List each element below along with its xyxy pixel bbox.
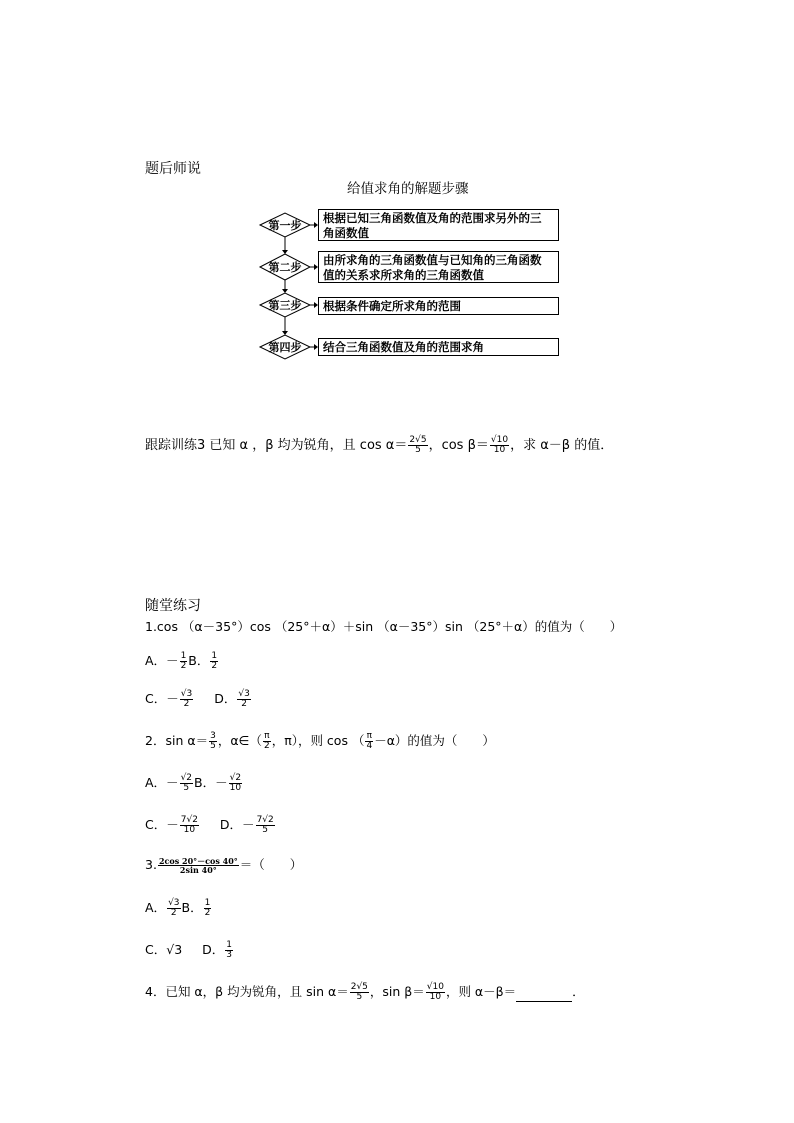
tracking-frac2-den: 10	[490, 445, 509, 455]
q1-option-b-prefix: B．	[188, 653, 210, 668]
step1-label: 第一步	[268, 219, 302, 232]
q1-option-c-num: √3	[180, 689, 193, 699]
q3-option-d-den: 3	[226, 950, 233, 960]
tracking-prefix: 跟踪训练3 已知 α ，β 均为锐角，且 cos α＝	[145, 438, 408, 453]
q2-option-c-prefix: C．－	[145, 817, 179, 832]
q3-option-c-value: √3	[166, 942, 183, 957]
q2-option-b-den: 10	[229, 783, 242, 793]
step3-box	[318, 297, 559, 315]
step2-text-line2: 值的关系求所求角的三角函数值	[323, 268, 484, 282]
step2-text-line1: 由所求角的三角函数值与已知角的三角函数	[323, 253, 542, 267]
q1-option-d-num: √3	[238, 689, 250, 699]
tracking-frac1-den: 5	[408, 445, 427, 455]
q2-option-c-frac	[180, 816, 199, 835]
q1-option-a-num: 1	[180, 651, 187, 661]
q3-option-d-frac	[225, 941, 233, 960]
q4-frac2-num: √10	[426, 982, 444, 992]
q1-option-b-frac	[210, 652, 218, 671]
q2-option-a-prefix: A．－	[145, 775, 179, 790]
q3-option-a-frac	[167, 899, 180, 918]
q1-option-a-prefix: A．－	[145, 653, 179, 668]
q3-den: 2sin 40°	[158, 865, 239, 874]
q3-suffix: ＝（ ）	[239, 857, 303, 872]
tracking-frac-cos-alpha	[408, 436, 427, 455]
q1-option-d-frac	[237, 690, 250, 709]
step4-label: 第四步	[268, 341, 302, 354]
q2-option-b-prefix: B．－	[194, 775, 228, 790]
tracking-frac-cos-beta	[490, 436, 509, 455]
q4-mid: ，sin β＝	[369, 984, 425, 999]
q3-option-a-prefix: A．	[145, 900, 167, 915]
q4-suffix-b: ．	[572, 984, 585, 999]
q2-pi-half-den: 2	[263, 741, 270, 751]
q4-frac-sin-beta	[426, 983, 445, 1002]
step3-text: 根据条件确定所求角的范围	[323, 299, 461, 313]
q2-option-b-num: √2	[229, 773, 242, 783]
q2-option-c-num: 7√2	[180, 815, 198, 825]
q2-option-a-frac	[180, 774, 193, 793]
q3-option-d-prefix: D．	[202, 942, 225, 957]
q2-option-d-num: 7√2	[256, 815, 274, 825]
q3-main-frac	[158, 857, 239, 874]
q2-stem-d: －α）的值为（ ）	[374, 733, 495, 748]
tracking-mid: ，cos β＝	[428, 438, 489, 453]
step2-box	[318, 251, 559, 283]
q2-sin-num: 3	[210, 731, 216, 741]
q3-num: 2cos 20°－cos 40°	[158, 856, 238, 866]
q3-option-b-den: 2	[204, 908, 211, 918]
q3-options-cd	[145, 941, 234, 960]
q1-option-a-frac	[180, 652, 188, 671]
tracking-suffix: ，求 α－β 的值．	[510, 438, 614, 453]
q1-option-d-prefix: D．	[214, 691, 237, 706]
q1-option-b-den: 2	[211, 661, 218, 671]
q4-prefix: 4．已知 α，β 均为锐角，且 sin α＝	[145, 984, 349, 999]
q3-option-c-prefix: C．	[145, 942, 167, 957]
tracking-frac2-num: √10	[490, 435, 509, 445]
q4-frac2-den: 10	[426, 992, 445, 1002]
q2-option-c-den: 10	[180, 825, 199, 835]
q2-option-a-den: 5	[180, 783, 193, 793]
q2-options-ab	[145, 774, 243, 793]
practice-title: 随堂练习	[145, 598, 201, 614]
q4-frac-sin-alpha	[350, 983, 369, 1002]
q2-option-d-den: 5	[256, 825, 275, 835]
q3-option-d-num: 1	[226, 940, 233, 950]
q1-option-c-den: 2	[180, 699, 193, 709]
q2-pi-quarter-frac	[365, 732, 373, 751]
q3-option-a-den: 2	[167, 908, 180, 918]
q1-options-cd	[145, 690, 252, 709]
q1-option-b-num: 1	[211, 651, 218, 661]
q1-options-ab	[145, 652, 219, 671]
step1-text-line2: 角函数值	[323, 226, 369, 240]
q4-answer-blank[interactable]	[516, 989, 572, 1002]
q4-stem	[145, 983, 585, 1002]
q1-option-c-frac	[180, 690, 193, 709]
flowchart-title: 给值求角的解题步骤	[347, 181, 469, 197]
q2-pi-half-frac	[263, 732, 271, 751]
q2-option-b-frac	[229, 774, 242, 793]
step1-text-line1: 根据已知三角函数值及角的范围求另外的三	[323, 211, 542, 225]
tracking-exercise-3	[145, 436, 613, 455]
q3-stem	[145, 857, 302, 874]
q4-frac1-den: 5	[350, 992, 369, 1002]
q2-stem-a: 2．sin α＝	[145, 733, 209, 748]
step3-label: 第三步	[268, 299, 302, 312]
q2-pi-quarter-den: 4	[366, 741, 373, 751]
q2-pi-half-num: π	[264, 731, 270, 741]
tracking-frac1-num: 2√5	[409, 435, 427, 445]
q4-suffix-a: ，则 α－β＝	[445, 984, 517, 999]
q2-option-d-prefix: D．－	[219, 817, 255, 832]
q3-prefix: 3.	[145, 857, 157, 872]
q1-option-c-prefix: C．－	[145, 691, 179, 706]
step4-box	[318, 338, 559, 356]
q2-options-cd	[145, 816, 276, 835]
q2-pi-quarter-num: π	[366, 731, 373, 741]
q2-option-d-frac	[256, 816, 275, 835]
q2-sin-den: 5	[210, 741, 216, 751]
q3-option-a-num: √3	[168, 898, 180, 908]
q3-option-b-prefix: B．	[181, 900, 203, 915]
step2-label: 第二步	[268, 261, 302, 274]
q2-option-a-num: √2	[180, 773, 193, 783]
q3-option-b-frac	[204, 899, 212, 918]
step4-text: 结合三角函数值及角的范围求角	[323, 340, 484, 354]
section-title: 题后师说	[145, 161, 201, 177]
q1-option-d-den: 2	[237, 699, 250, 709]
q2-stem-b: ，α∈（	[217, 733, 262, 748]
q2-sin-frac	[209, 732, 217, 751]
q1-option-a-den: 2	[180, 661, 187, 671]
q2-stem-c: ，π），则 cos （	[271, 733, 365, 748]
q4-frac1-num: 2√5	[350, 982, 368, 992]
q1-stem: 1.cos （α－35°）cos （25°＋α）＋sin （α－35°）sin （25°＋α）的值为（ ）	[145, 619, 623, 634]
step1-box	[318, 209, 559, 241]
q3-option-b-num: 1	[204, 898, 211, 908]
q3-options-ab	[145, 899, 212, 918]
q2-stem	[145, 732, 495, 751]
